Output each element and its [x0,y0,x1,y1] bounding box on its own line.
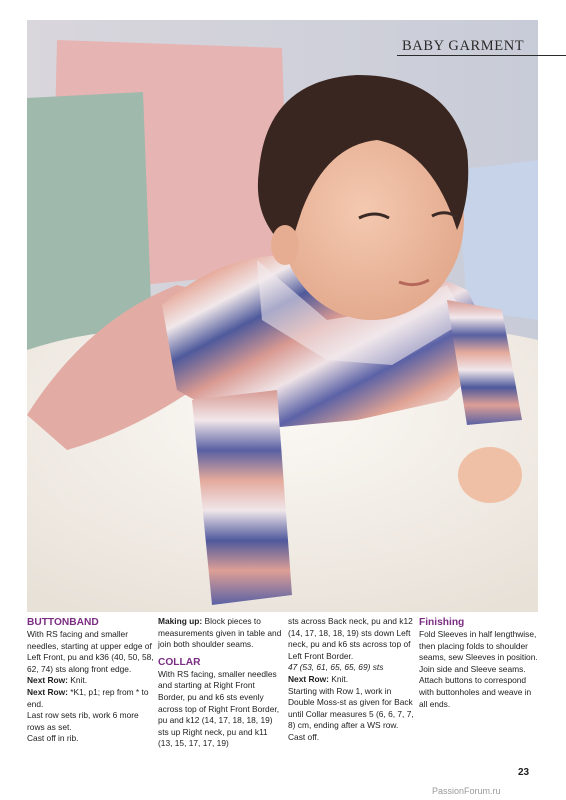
collar-cast-off: Cast off. [288,731,320,742]
buttonband-rib-text: Last row sets rib, work 6 more rows as set. [27,710,139,732]
page-number: 23 [518,767,530,778]
making-up-text [158,616,284,651]
column-finishing [419,616,539,710]
collar-moss-text: Starting with Row 1, work in Double Moss-st as given for Back until Collar measures 5 (6, 6, 7, 7, 8) cm, ending after a WS row. [288,685,414,731]
making-up-body: Block pieces to measurements given in table and join both shoulder seams. [158,616,282,650]
baby-photo [27,20,538,612]
section-rule [397,55,566,56]
collar-stitch-total: 47 (53, 61, 65, 65, 69) sts [288,662,384,673]
buttonband-next-row-2 [27,687,155,710]
next-row-label: Next Row: [288,673,329,684]
next-row-text: Knit. [67,675,88,686]
watermark: PassionForum.ru [432,786,501,796]
column-collar-cont [288,616,414,744]
collar-text: With RS facing, smaller needles and starting at Right Front Border, pu and k6 sts evenly across top of Right Front Border, pu and k12 (14, 17, 18, 18, 19) sts up Right neck, pu and k11 (13, 15, 17, 17, 19) [158,668,280,749]
column-buttonband [27,616,155,745]
buttonband-text: With RS facing and smaller needles, starting at upper edge of Left Front, pu and k36 (40, 50, 58, 62, 74) sts along front edge. [27,629,154,674]
section-label: BABY GARMENT [402,38,525,54]
heading-finishing: Finishing [419,617,465,628]
next-row-text: *K1, p1; rep from * to end. [27,686,149,709]
making-up-label: Making up: [158,616,203,626]
next-row-label: Next Row: [27,686,68,697]
buttonband-cast-off: Cast off in rib. [27,733,79,744]
buttonband-next-row-1 [27,675,155,687]
baby-illustration [27,20,538,612]
heading-collar: COLLAR [158,656,201,668]
next-row-text: Knit. [328,673,349,684]
column-making-up-collar [158,616,284,750]
heading-buttonband: BUTTONBAND [27,617,99,628]
collar-next-row [288,674,414,686]
next-row-label: Next Row: [27,675,68,686]
collar-text-cont: sts across Back neck, pu and k12 (14, 17, 18, 18, 19) sts down Left neck, pu and k6 sts across top of Left Front Border. [288,616,413,661]
finishing-text: Fold Sleeves in half lengthwise, then placing folds to shoulder seams, sew Sleeves in position. Join side and Sleeve seams. Attach buttons to correspond with buttonholes and weave in all ends. [419,629,538,709]
